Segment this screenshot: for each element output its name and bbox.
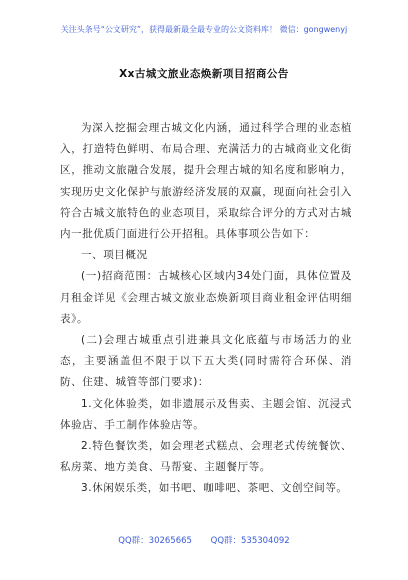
footer-qq-groups bbox=[0, 534, 408, 546]
paragraph-item-1: 1.文化体验类，如非遗展示及售卖、主题会馆、沉浸式体验店、手工制作体验店等。 bbox=[60, 397, 352, 431]
paragraph-intro: 为深入挖掘会理古城文化内涵，通过科学合理的业态植入，打造特色鲜明、布局合理、充满活力的古城商业文化街区，推动文旅融合发展，提升会理古城的知名度和影响力，实现历史文化保护与旅游经济发展的双赢，现面向社会引入符合古城文旅特色的业态项目，采取综合评分的方式对古城内一批优质门面进行公开招租。具体事项公告如下： bbox=[60, 122, 352, 241]
paragraph-scope: (一)招商范围：古城核心区域内34处门面，具体位置及月租金详见《会理古城文旅业态焕新项目商业租金评估明细表》。 bbox=[60, 270, 352, 325]
document-body bbox=[60, 118, 352, 500]
paragraph-item-3: 3.休闲娱乐类，如书吧、咖啡吧、茶吧、文创空间等。 bbox=[81, 482, 348, 495]
section-heading-project-overview: 一、项目概况 bbox=[81, 249, 148, 262]
document-title: Xx古城文旅业态焕新项目招商公告 bbox=[119, 68, 289, 80]
paragraph-item-2: 2.特色餐饮类，如会理老式糕点、会理老式传统餐饮、私房菜、地方美食、马帮宴、主题餐厅等。 bbox=[60, 440, 352, 474]
footer-qq-group-2: QQ群：535304092 bbox=[210, 536, 290, 546]
paragraph-business-types: (二)会理古城重点引进兼具文化底蕴与市场活力的业态，主要涵盖但不限于以下五大类(同时需符合环保、消防、住建、城管等部门要求)： bbox=[60, 334, 352, 389]
header-promo-note: 关注头条号“公文研究”，获得最新最全最专业的公文资料库！ 微信：gongwenyj bbox=[60, 25, 348, 34]
footer-qq-group-1: QQ群：30265665 bbox=[118, 536, 192, 546]
